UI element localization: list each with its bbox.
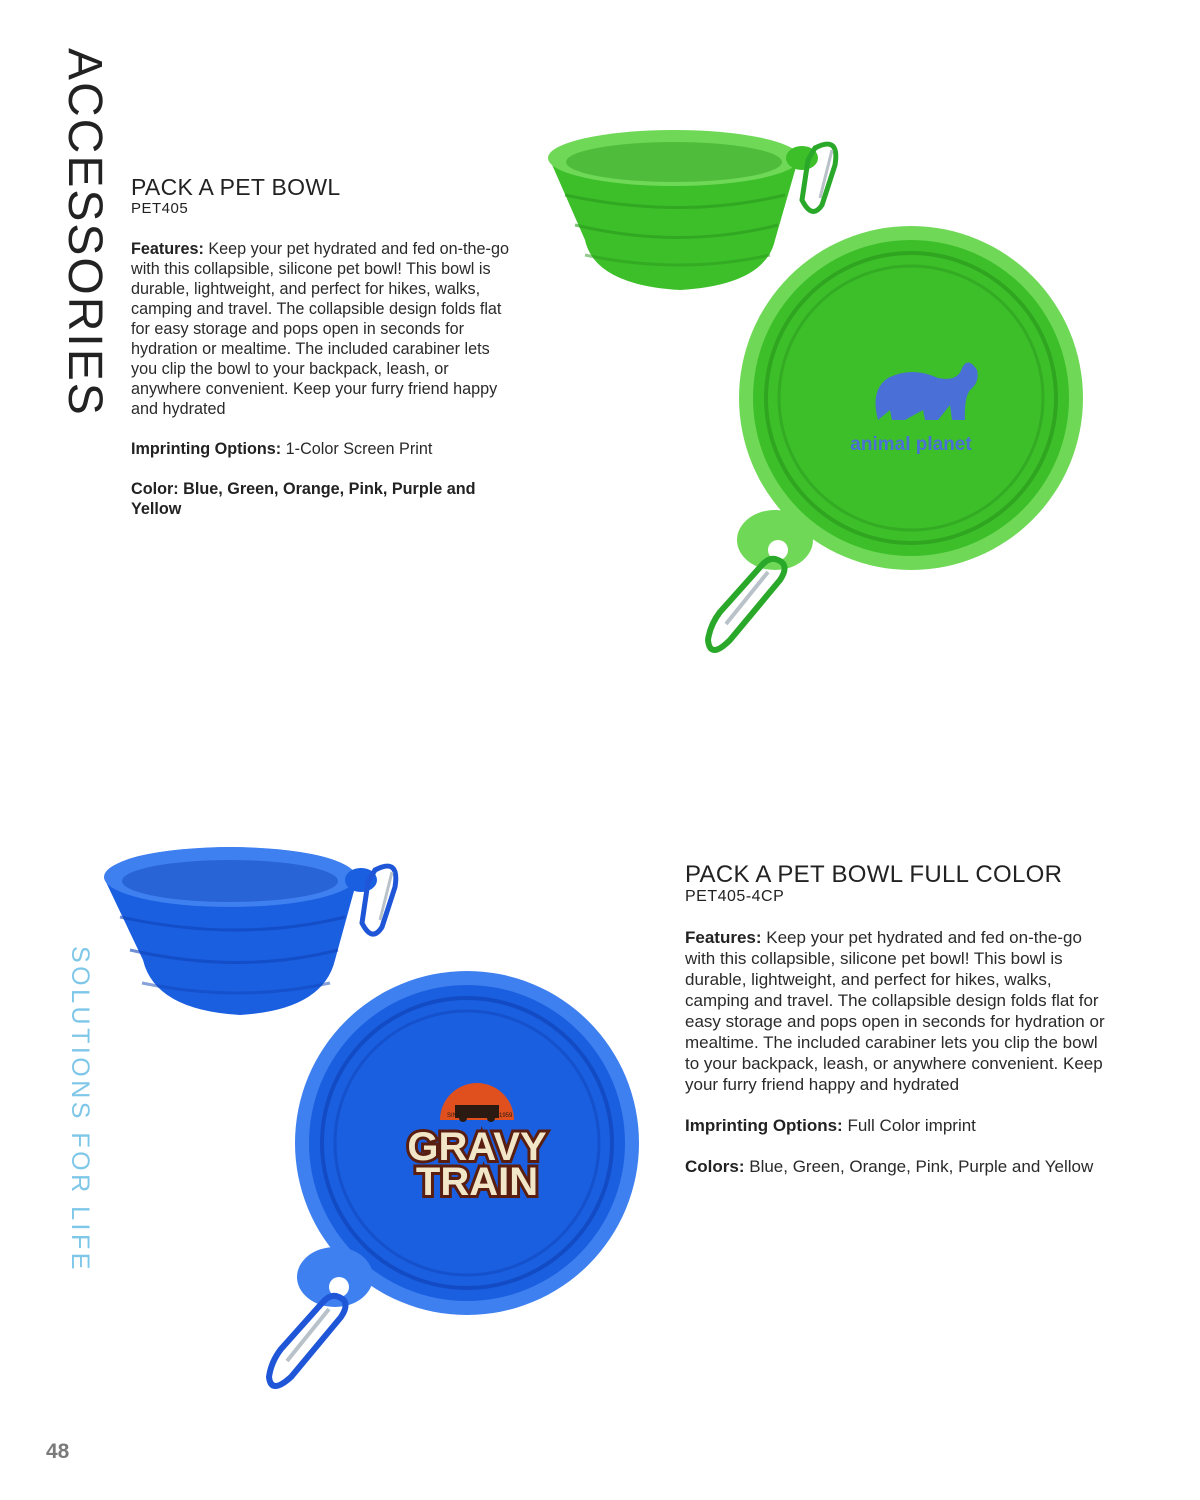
svg-text:TRAIN: TRAIN — [415, 1160, 539, 1204]
imprint-text: 1-Color Screen Print — [285, 440, 433, 458]
svg-text:1959: 1959 — [499, 1113, 513, 1119]
color-paragraph — [685, 1156, 1105, 1177]
green-pet-bowl-image — [540, 120, 1100, 680]
tagline: SOLUTIONS FOR LIFE — [66, 946, 94, 1273]
svg-text:animal planet: animal planet — [850, 434, 972, 455]
features-paragraph — [685, 927, 1105, 1095]
blue-bowl-top-view — [269, 971, 639, 1386]
imprint-paragraph — [685, 1115, 1105, 1136]
green-bowl-side-view — [548, 130, 836, 290]
product-pack-a-pet-bowl-full-color — [685, 862, 1105, 1197]
page-number: 48 — [46, 1440, 70, 1463]
color-text: Blue, Green, Orange, Pink, Purple and Yellow — [749, 1157, 1094, 1176]
product-sku: PET405 — [131, 200, 189, 217]
product-pack-a-pet-bowl — [131, 174, 516, 539]
imprint-paragraph — [131, 439, 516, 459]
blue-pet-bowl-image — [95, 835, 655, 1395]
imprint-text: Full Color imprint — [847, 1116, 976, 1135]
color-label: Colors: — [685, 1157, 745, 1176]
features-label: Features: — [131, 240, 204, 258]
product-title: PACK A PET BOWL — [131, 174, 341, 200]
imprint-label: Imprinting Options: — [685, 1116, 843, 1135]
blue-bowl-side-view — [104, 847, 396, 1015]
imprint-label: Imprinting Options: — [131, 440, 282, 458]
features-text: Keep your pet hydrated and fed on-the-go with this collapsible, silicone pet bowl! This bowl is durable, lightweight, and perfect for hikes, walks, camping and travel. The collapsible design folds flat for easy storage and pops open in seconds for hydration or mealtime. The included carabiner lets you clip the bowl to your backpack, leash, or anywhere convenient. Keep your furry friend happy and hydrated — [131, 240, 509, 418]
svg-text:GRAVY: GRAVY — [407, 1125, 547, 1169]
features-paragraph — [131, 239, 516, 419]
section-label: ACCESSORIES — [58, 48, 111, 417]
product-title: PACK A PET BOWL FULL COLOR — [685, 861, 1063, 888]
product-sku: PET405-4CP — [685, 888, 785, 905]
features-label: Features: — [685, 928, 762, 947]
features-text: Keep your pet hydrated and fed on-the-go with this collapsible, silicone pet bowl! This bowl is durable, lightweight, and perfect for hikes, walks, camping and travel. The collapsible design folds flat for easy storage and pops open in seconds for hydration or mealtime. The included carabiner lets you clip the bowl to your backpack, leash, or anywhere convenient. Keep your furry friend happy and hydrated — [685, 928, 1105, 1094]
color-paragraph — [131, 479, 516, 519]
color-text: : Blue, Green, Orange, Pink, Purple and Yellow — [131, 480, 476, 518]
svg-text:SINCE: SINCE — [447, 1113, 466, 1119]
color-label: Color — [131, 480, 174, 498]
green-bowl-top-view — [708, 226, 1083, 650]
